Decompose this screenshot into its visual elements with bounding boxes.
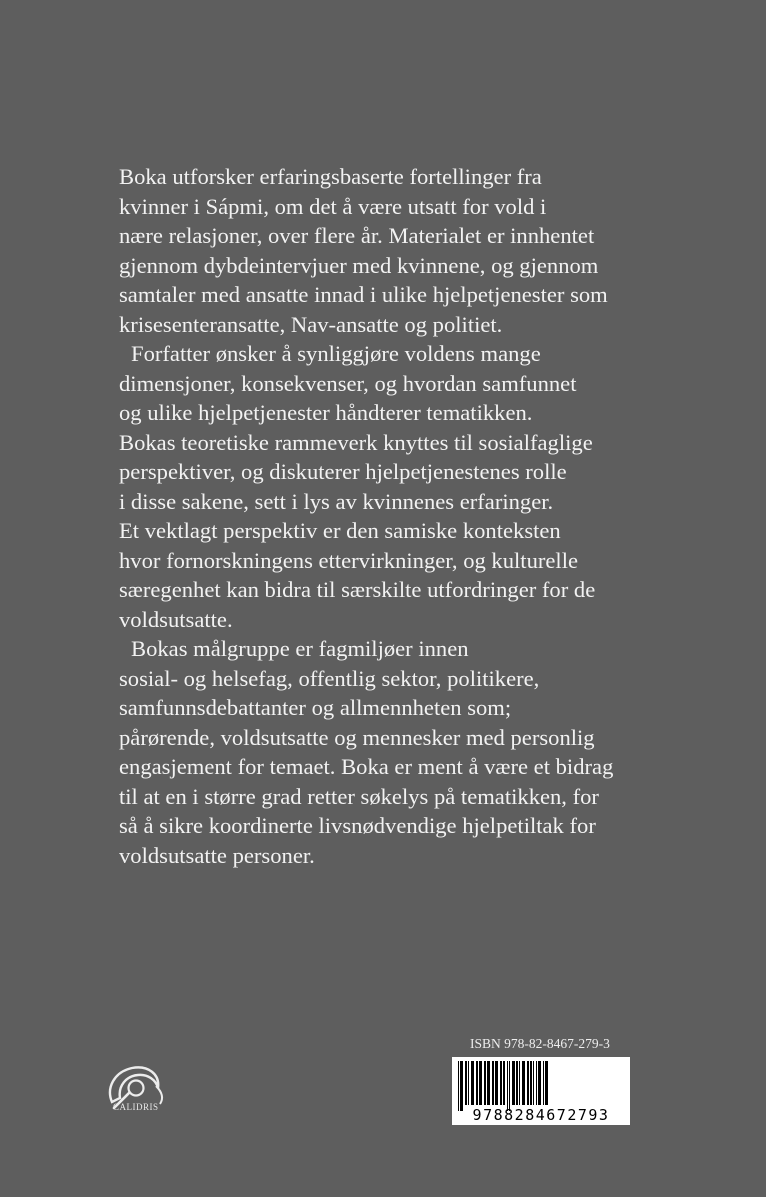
blurb-line: i disse sakene, sett i lys av kvinnenes erfaringer.: [119, 488, 554, 514]
barcode-bar: [543, 1061, 544, 1105]
barcode-bar: [533, 1061, 534, 1105]
isbn-barcode: [452, 1057, 630, 1125]
barcode-bar: [512, 1061, 515, 1105]
blurb-line: Forfatter ønsker å synliggjøre voldens mange: [131, 341, 541, 366]
barcode-bar: [500, 1061, 502, 1105]
blurb-text: [119, 162, 679, 870]
barcode-bar: [507, 1061, 508, 1111]
barcode-bar: [468, 1061, 469, 1105]
blurb-line: pårørende, voldsutsatte og mennesker med personlig: [119, 724, 595, 750]
blurb-line: krisesenteransatte, Nav-ansatte og politiet.: [119, 311, 503, 337]
blurb-line: voldsutsatte personer.: [119, 842, 315, 868]
barcode-graphic: [452, 1057, 630, 1125]
barcode-bar: [476, 1061, 478, 1105]
barcode-bar: [465, 1061, 467, 1105]
barcode-bar: [509, 1061, 510, 1111]
barcode-bar: [487, 1061, 490, 1105]
blurb-line: til at en i større grad retter søkelys på tematikken, for: [119, 783, 599, 809]
blurb-line: voldsutsatte.: [119, 606, 233, 632]
barcode-bar: [484, 1061, 486, 1105]
blurb-line: Bokas teoretiske rammeverk knyttes til sosialfaglige: [119, 429, 593, 455]
barcode-bar: [522, 1061, 525, 1105]
blurb-line: samtaler med ansatte innad i ulike hjelpetjenester som: [119, 282, 608, 307]
barcode-bar: [527, 1061, 529, 1105]
blurb-line: samfunnsdebattanter og allmennheten som;: [119, 695, 512, 720]
barcode-bar: [545, 1061, 548, 1105]
barcode-bar: [460, 1061, 463, 1111]
blurb-line: Et vektlagt perspektiv er den samiske konteksten: [119, 518, 561, 543]
blurb-line: hvor fornorskningens ettervirkninger, og kulturelle: [119, 547, 579, 573]
blurb-line: Bokas målgruppe er fagmiljøer innen: [131, 636, 469, 661]
blurb-line: kvinner i Sápmi, om det å være utsatt for vold i: [119, 193, 547, 219]
blurb-line: engasjement for temaet. Boka er ment å være et bidrag: [119, 754, 614, 779]
barcode-bar: [516, 1061, 518, 1105]
barcode-bar: [538, 1061, 541, 1105]
barcode-bar: [519, 1061, 520, 1105]
blurb-line: gjennom dybdeintervjuer med kvinnene, og gjennom: [119, 252, 599, 278]
barcode-bar: [495, 1061, 498, 1105]
isbn-label: ISBN 978-82-8467-279-3: [470, 1036, 610, 1051]
barcode-bar: [503, 1061, 505, 1105]
barcode-bar: [530, 1061, 532, 1105]
blurb-line: sosial- og helsefag, offentlig sektor, politikere,: [119, 665, 540, 691]
barcode-bar: [479, 1061, 482, 1105]
blurb-line: særegenhet kan bidra til særskilte utfordringer for de: [119, 577, 596, 602]
barcode-bar: [492, 1061, 494, 1105]
barcode-bars: [458, 1061, 548, 1111]
blurb-line: nære relasjoner, over flere år. Materialet er innhentet: [119, 223, 595, 248]
barcode-digits: 9788284672793: [472, 1106, 610, 1124]
barcode-bar: [536, 1061, 537, 1105]
barcode-bar: [471, 1061, 474, 1105]
publisher-name: CALIDRIS: [113, 1102, 159, 1112]
blurb-line: Boka utforsker erfaringsbaserte fortellinger fra: [119, 164, 542, 189]
barcode-bar: [458, 1061, 459, 1111]
blurb-line: perspektiver, og diskuterer hjelpetjenestenes rolle: [119, 459, 567, 484]
blurb-line: og ulike hjelpetjenester håndterer tematikken.: [119, 400, 533, 425]
blurb-line: dimensjoner, konsekvenser, og hvordan samfunnet: [119, 370, 577, 396]
blurb-line: så å sikre koordinerte livsnødvendige hjelpetiltak for: [119, 813, 596, 838]
